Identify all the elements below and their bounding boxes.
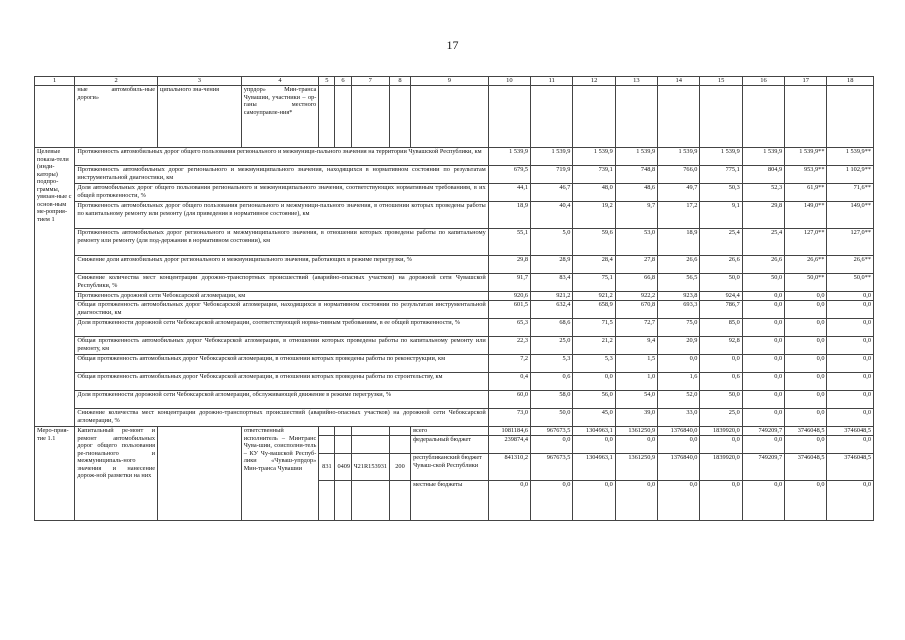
indicator-value: 0,0 [700, 355, 742, 373]
col-number: 9 [411, 77, 489, 86]
indicator-value: 766,0 [658, 166, 700, 184]
col-number: 14 [658, 77, 700, 86]
indicator-name: Общая протяженность автомобильных дорог Чебоксарской агломерации, находящихся в нормативном состоянии по результатам инструментальной диагностики, км [75, 301, 488, 319]
funding-value: 0,0 [658, 436, 700, 454]
indicator-value: 55,1 [488, 229, 530, 256]
indicator-value: 40,4 [531, 202, 573, 229]
indicator-value: 29,8 [742, 202, 784, 229]
indicator-value: 0,0 [742, 319, 784, 337]
indicator-value: 775,1 [700, 166, 742, 184]
indicator-value: 50,0 [531, 409, 573, 427]
indicator-value: 0,0 [742, 301, 784, 319]
indicator-value: 0,0 [785, 409, 827, 427]
indicator-row [35, 229, 874, 256]
funding-value: 0,0 [827, 481, 874, 521]
indicator-value: 49,7 [658, 184, 700, 202]
indicator-value: 33,0 [658, 409, 700, 427]
funding-value: 749209,7 [742, 454, 784, 481]
indicator-value: 91,7 [488, 274, 530, 292]
indicator-value: 71,5 [573, 319, 615, 337]
indicator-name: Доля автомобильных дорог общего пользования регионального и межмуниципального значения, соответствующих нормативным требованиям, в их общей протяженности, % [75, 184, 488, 202]
indicator-value: 50,0** [785, 274, 827, 292]
funding-value: 1304963,1 [573, 427, 615, 436]
budget-code-blank [319, 427, 335, 436]
indicator-value: 924,4 [700, 292, 742, 301]
indicator-value: 56,5 [658, 274, 700, 292]
indicator-value: 27,8 [615, 256, 657, 274]
indicator-value: 1 539,9 [573, 148, 615, 166]
funding-value: 0,0 [615, 481, 657, 521]
indicator-value: 9,7 [615, 202, 657, 229]
indicator-value: 26,6** [827, 256, 874, 274]
measure-executors: ответственный исполнитель – Минтранс Чува-шии, соисполни-тель – КУ Чу-вашской Респуб-лики «Чуваш-упрдор» Мин-транса Чувашии [241, 427, 319, 521]
col-number: 3 [158, 77, 242, 86]
indicator-value: 632,4 [531, 301, 573, 319]
indicator-value: 25,4 [742, 229, 784, 256]
funding-source: республиканский бюджет Чуваш-ской Республики [411, 454, 489, 481]
indicator-value: 1 539,9** [785, 148, 827, 166]
indicator-value: 71,6** [827, 184, 874, 202]
funding-value: 0,0 [615, 436, 657, 454]
indicator-value: 127,0** [785, 229, 827, 256]
funding-value: 1304963,1 [573, 454, 615, 481]
indicator-value: 20,9 [658, 337, 700, 355]
indicator-value: 7,2 [488, 355, 530, 373]
budget-code: Ч21R153931 [351, 454, 389, 481]
indicator-value: 658,9 [573, 301, 615, 319]
budget-code: 831 [319, 454, 335, 481]
indicator-value: 719,9 [531, 166, 573, 184]
indicator-name: Доля протяженности дорожной сети Чебоксарской агломерации, обслуживающей движение в режиме перегрузки, % [75, 391, 488, 409]
indicator-value: 9,1 [700, 202, 742, 229]
indicator-value: 48,0 [573, 184, 615, 202]
indicator-value: 5,3 [531, 355, 573, 373]
indicator-value: 60,0 [488, 391, 530, 409]
funding-source: местные бюджеты [411, 481, 489, 521]
indicator-value: 1 539,9 [488, 148, 530, 166]
indicator-value: 0,0 [785, 373, 827, 391]
indicator-value: 1 539,9 [700, 148, 742, 166]
col-number: 5 [319, 77, 335, 86]
indicator-value: 0,0 [742, 337, 784, 355]
indicator-value: 923,8 [658, 292, 700, 301]
funding-value: 1839920,0 [700, 427, 742, 436]
indicator-value: 0,0 [827, 292, 874, 301]
funding-value: 0,0 [573, 436, 615, 454]
funding-row [35, 427, 874, 436]
indicator-name: Общая протяженность автомобильных дорог Чебоксарской агломерации, в отношении которых проведены работы по капитальному ремонту или ремонту, км [75, 337, 488, 355]
indicator-value: 0,0 [827, 355, 874, 373]
indicator-row [35, 301, 874, 319]
indicator-value: 0,0 [827, 391, 874, 409]
indicator-row [35, 256, 874, 274]
budget-code-blank [351, 481, 389, 521]
indicator-name: Общая протяженность автомобильных дорог Чебоксарской агломерации, в отношении которых проведены работы по строительству, км [75, 373, 488, 391]
indicator-value: 0,4 [488, 373, 530, 391]
funding-value: 1361250,9 [615, 454, 657, 481]
indicator-value: 50,0 [700, 274, 742, 292]
indicator-value: 26,6** [785, 256, 827, 274]
indicator-value: 0,0 [742, 409, 784, 427]
indicator-value: 739,1 [573, 166, 615, 184]
indicator-value: 0,0 [785, 391, 827, 409]
indicator-row [35, 391, 874, 409]
indicator-value: 149,0** [785, 202, 827, 229]
indicator-value: 83,4 [531, 274, 573, 292]
indicator-value: 0,0 [827, 373, 874, 391]
indicators-title: Целевые показа-тели (инди-каторы) подпро-граммы, увязан-ные с основ-ным ме-роприя-тием 1 [35, 148, 75, 427]
funding-value: 1839920,0 [700, 454, 742, 481]
funding-source: всего [411, 427, 489, 436]
indicator-value: 50,3 [700, 184, 742, 202]
indicator-value: 679,5 [488, 166, 530, 184]
indicator-value: 26,6 [658, 256, 700, 274]
funding-value: 0,0 [742, 481, 784, 521]
indicator-value: 0,0 [827, 337, 874, 355]
col-number: 6 [335, 77, 351, 86]
funding-value: 1376840,0 [658, 427, 700, 436]
funding-value: 0,0 [488, 481, 530, 521]
col-number: 18 [827, 77, 874, 86]
indicator-value: 1,6 [658, 373, 700, 391]
budget-code-blank [389, 481, 410, 521]
funding-value: 841310,2 [488, 454, 530, 481]
indicator-value: 953,9** [785, 166, 827, 184]
budget-code-blank [335, 481, 351, 521]
indicator-value: 0,0 [785, 301, 827, 319]
indicator-value: 0,0 [785, 292, 827, 301]
indicator-row [35, 148, 874, 166]
indicator-value: 18,9 [488, 202, 530, 229]
indicator-value: 25,0 [700, 409, 742, 427]
indicator-name: Доля протяженности дорожной сети Чебоксарской агломерации, соответствующей норма-тивным требованиям, в ее общей протяженности, % [75, 319, 488, 337]
indicator-value: 0,0 [658, 355, 700, 373]
funding-source: федеральный бюджет [411, 436, 489, 454]
col-number: 2 [75, 77, 158, 86]
indicator-value: 21,2 [573, 337, 615, 355]
col-number: 16 [742, 77, 784, 86]
indicator-value: 0,0 [827, 301, 874, 319]
funding-value: 1376840,0 [658, 454, 700, 481]
indicator-value: 18,9 [658, 229, 700, 256]
indicator-value: 48,6 [615, 184, 657, 202]
indicator-name: Протяженность автомобильных дорог общего пользования регионального и межмуници-пального значения на территории Чувашской Республики, км [75, 148, 488, 166]
indicator-value: 26,6 [700, 256, 742, 274]
measure-number: Меро-прия-тие 1.1 [35, 427, 75, 521]
col-number: 15 [700, 77, 742, 86]
indicator-value: 58,0 [531, 391, 573, 409]
indicator-value: 52,3 [742, 184, 784, 202]
indicator-value: 66,8 [615, 274, 657, 292]
col-number: 12 [573, 77, 615, 86]
measure-significance [158, 427, 242, 521]
funding-value: 3746048,5 [785, 427, 827, 436]
indicator-value: 0,0 [785, 355, 827, 373]
indicator-value: 1 102,9** [827, 166, 874, 184]
indicator-value: 0,0 [785, 319, 827, 337]
continued-measure-name: ные автомобиль-ные дороги» [75, 86, 158, 148]
funding-value: 967673,5 [531, 427, 573, 436]
budget-code-blank [351, 427, 389, 436]
funding-value: 3746048,5 [785, 454, 827, 481]
indicator-value: 59,6 [573, 229, 615, 256]
indicator-value: 921,2 [573, 292, 615, 301]
funding-value: 3746048,5 [827, 427, 874, 436]
indicator-value: 922,2 [615, 292, 657, 301]
indicator-value: 46,7 [531, 184, 573, 202]
indicator-name: Протяженность автомобильных дорог регионального и межмуниципального значения, в отношении которых проведены работы по капитальному ремонту или ремонту (для под-держания в нормативном состоянии), км [75, 229, 488, 256]
indicator-row [35, 319, 874, 337]
continued-significance: ципального зна-чения [158, 86, 242, 148]
indicator-value: 50,0** [827, 274, 874, 292]
indicator-value: 1 539,9** [827, 148, 874, 166]
col-number: 11 [531, 77, 573, 86]
indicator-value: 0,0 [742, 391, 784, 409]
indicator-value: 25,4 [700, 229, 742, 256]
indicator-value: 61,9** [785, 184, 827, 202]
funding-value: 0,0 [785, 436, 827, 454]
budget-code-blank [389, 436, 410, 454]
indicator-name: Протяженность автомобильных дорог регионального и межмуниципального значения, находящихся в нормативном состоянии по результатам инструментальной диагностики, км [75, 166, 488, 184]
continuation-row [35, 86, 874, 148]
funding-value: 0,0 [827, 436, 874, 454]
indicator-value: 693,3 [658, 301, 700, 319]
indicator-value: 804,9 [742, 166, 784, 184]
indicator-value: 786,7 [700, 301, 742, 319]
indicator-value: 56,0 [573, 391, 615, 409]
funding-value: 0,0 [531, 436, 573, 454]
page-number: 17 [446, 38, 459, 52]
indicator-value: 65,3 [488, 319, 530, 337]
indicator-value: 45,0 [573, 409, 615, 427]
indicator-value: 85,0 [700, 319, 742, 337]
indicator-row [35, 355, 874, 373]
funding-value: 0,0 [742, 436, 784, 454]
indicator-value: 0,0 [785, 337, 827, 355]
indicator-value: 5,0 [531, 229, 573, 256]
indicator-value: 75,1 [573, 274, 615, 292]
indicator-value: 75,0 [658, 319, 700, 337]
indicator-value: 50,0 [742, 274, 784, 292]
budget-code-blank [319, 481, 335, 521]
funding-value: 1361250,9 [615, 427, 657, 436]
indicator-value: 28,9 [531, 256, 573, 274]
measure-name: Капитальный ре-монт и ремонт автомобильных дорог общего пользования ре-гионального и межмуниципаль-ного значения и нанесение дорож-ной разметки на них [75, 427, 158, 521]
indicator-row [35, 184, 874, 202]
budget-code: 0409 [335, 454, 351, 481]
indicator-value: 0,6 [531, 373, 573, 391]
indicator-row [35, 409, 874, 427]
indicator-value: 44,1 [488, 184, 530, 202]
indicator-value: 17,2 [658, 202, 700, 229]
indicator-name: Снижение количества мест концентрации дорожно-транспортных происшествий (аварийно-опасных участков) на дорожной сети Чебоксарской агломерации, % [75, 409, 488, 427]
indicator-value: 920,6 [488, 292, 530, 301]
indicator-value: 72,7 [615, 319, 657, 337]
indicator-value: 1,5 [615, 355, 657, 373]
indicator-value: 1 539,9 [531, 148, 573, 166]
funding-value: 0,0 [785, 481, 827, 521]
indicator-name: Общая протяженность автомобильных дорог Чебоксарской агломерации, в отношении которых проведены работы по реконструкции, км [75, 355, 488, 373]
funding-value: 3746048,5 [827, 454, 874, 481]
indicator-value: 52,0 [658, 391, 700, 409]
indicator-value: 22,3 [488, 337, 530, 355]
indicator-value: 0,0 [742, 292, 784, 301]
indicator-value: 670,8 [615, 301, 657, 319]
col-number: 10 [488, 77, 530, 86]
indicator-value: 73,0 [488, 409, 530, 427]
continued-executors: упрдор» Мин-транса Чувашии, участники – ор-ганы местного самоуправле-ния* [241, 86, 319, 148]
indicator-value: 0,0 [742, 373, 784, 391]
indicator-value: 25,0 [531, 337, 573, 355]
indicator-value: 19,2 [573, 202, 615, 229]
funding-value: 749209,7 [742, 427, 784, 436]
indicator-value: 0,6 [700, 373, 742, 391]
column-number-row [35, 77, 874, 86]
indicator-value: 5,3 [573, 355, 615, 373]
indicator-value: 1 539,9 [658, 148, 700, 166]
indicator-value: 921,2 [531, 292, 573, 301]
indicator-value: 1 539,9 [742, 148, 784, 166]
col-number: 8 [389, 77, 410, 86]
indicator-name: Протяженность автомобильных дорог общего пользования регионального и межмуници-пального значения, в отношении которых проведены работы по капитальному ремонту или ремонту (для приведения в нормативное состояние), км [75, 202, 488, 229]
indicator-value: 0,0 [827, 409, 874, 427]
funding-value: 0,0 [531, 481, 573, 521]
indicator-value: 9,4 [615, 337, 657, 355]
indicator-value: 0,0 [827, 319, 874, 337]
col-number: 7 [351, 77, 389, 86]
indicator-value: 748,8 [615, 166, 657, 184]
funding-value: 239874,4 [488, 436, 530, 454]
indicator-value: 1 539,9 [615, 148, 657, 166]
col-number: 1 [35, 77, 75, 86]
funding-value: 0,0 [700, 481, 742, 521]
indicator-row [35, 337, 874, 355]
funding-value: 967673,5 [531, 454, 573, 481]
indicator-name: Снижение доли автомобильных дорог регионального и межмуниципального значения, работающих в режиме перегрузки, % [75, 256, 488, 274]
col-number: 13 [615, 77, 657, 86]
indicator-value: 149,0** [827, 202, 874, 229]
budget-code-blank [319, 436, 335, 454]
indicator-value: 68,6 [531, 319, 573, 337]
budget-code-blank [335, 427, 351, 436]
budget-code-blank [335, 436, 351, 454]
budget-code: 200 [389, 454, 410, 481]
funding-value: 1081184,6 [488, 427, 530, 436]
indicator-name: Протяженность дорожной сети Чебоксарской агломерации, км [75, 292, 488, 301]
indicator-value: 127,0** [827, 229, 874, 256]
indicator-row [35, 373, 874, 391]
funding-value: 0,0 [700, 436, 742, 454]
indicator-row [35, 292, 874, 301]
indicator-value: 39,0 [615, 409, 657, 427]
indicator-value: 50,0 [700, 391, 742, 409]
indicator-value: 92,8 [700, 337, 742, 355]
indicator-value: 0,0 [573, 373, 615, 391]
indicator-value: 29,8 [488, 256, 530, 274]
budget-code-blank [351, 436, 389, 454]
indicator-row [35, 202, 874, 229]
program-table [34, 76, 874, 521]
indicator-value: 28,4 [573, 256, 615, 274]
indicator-value: 54,0 [615, 391, 657, 409]
indicator-row [35, 166, 874, 184]
budget-code-blank [389, 427, 410, 436]
funding-value: 0,0 [658, 481, 700, 521]
col-number: 4 [241, 77, 319, 86]
indicator-row [35, 274, 874, 292]
indicator-value: 601,5 [488, 301, 530, 319]
indicator-name: Снижение количества мест концентрации дорожно-транспортных происшествий (аварийно-опасных участков) на дорожной сети Чувашской Республики, % [75, 274, 488, 292]
funding-value: 0,0 [573, 481, 615, 521]
indicator-value: 1,0 [615, 373, 657, 391]
indicator-value: 26,6 [742, 256, 784, 274]
col-number: 17 [785, 77, 827, 86]
indicator-value: 0,0 [742, 355, 784, 373]
indicator-value: 53,0 [615, 229, 657, 256]
